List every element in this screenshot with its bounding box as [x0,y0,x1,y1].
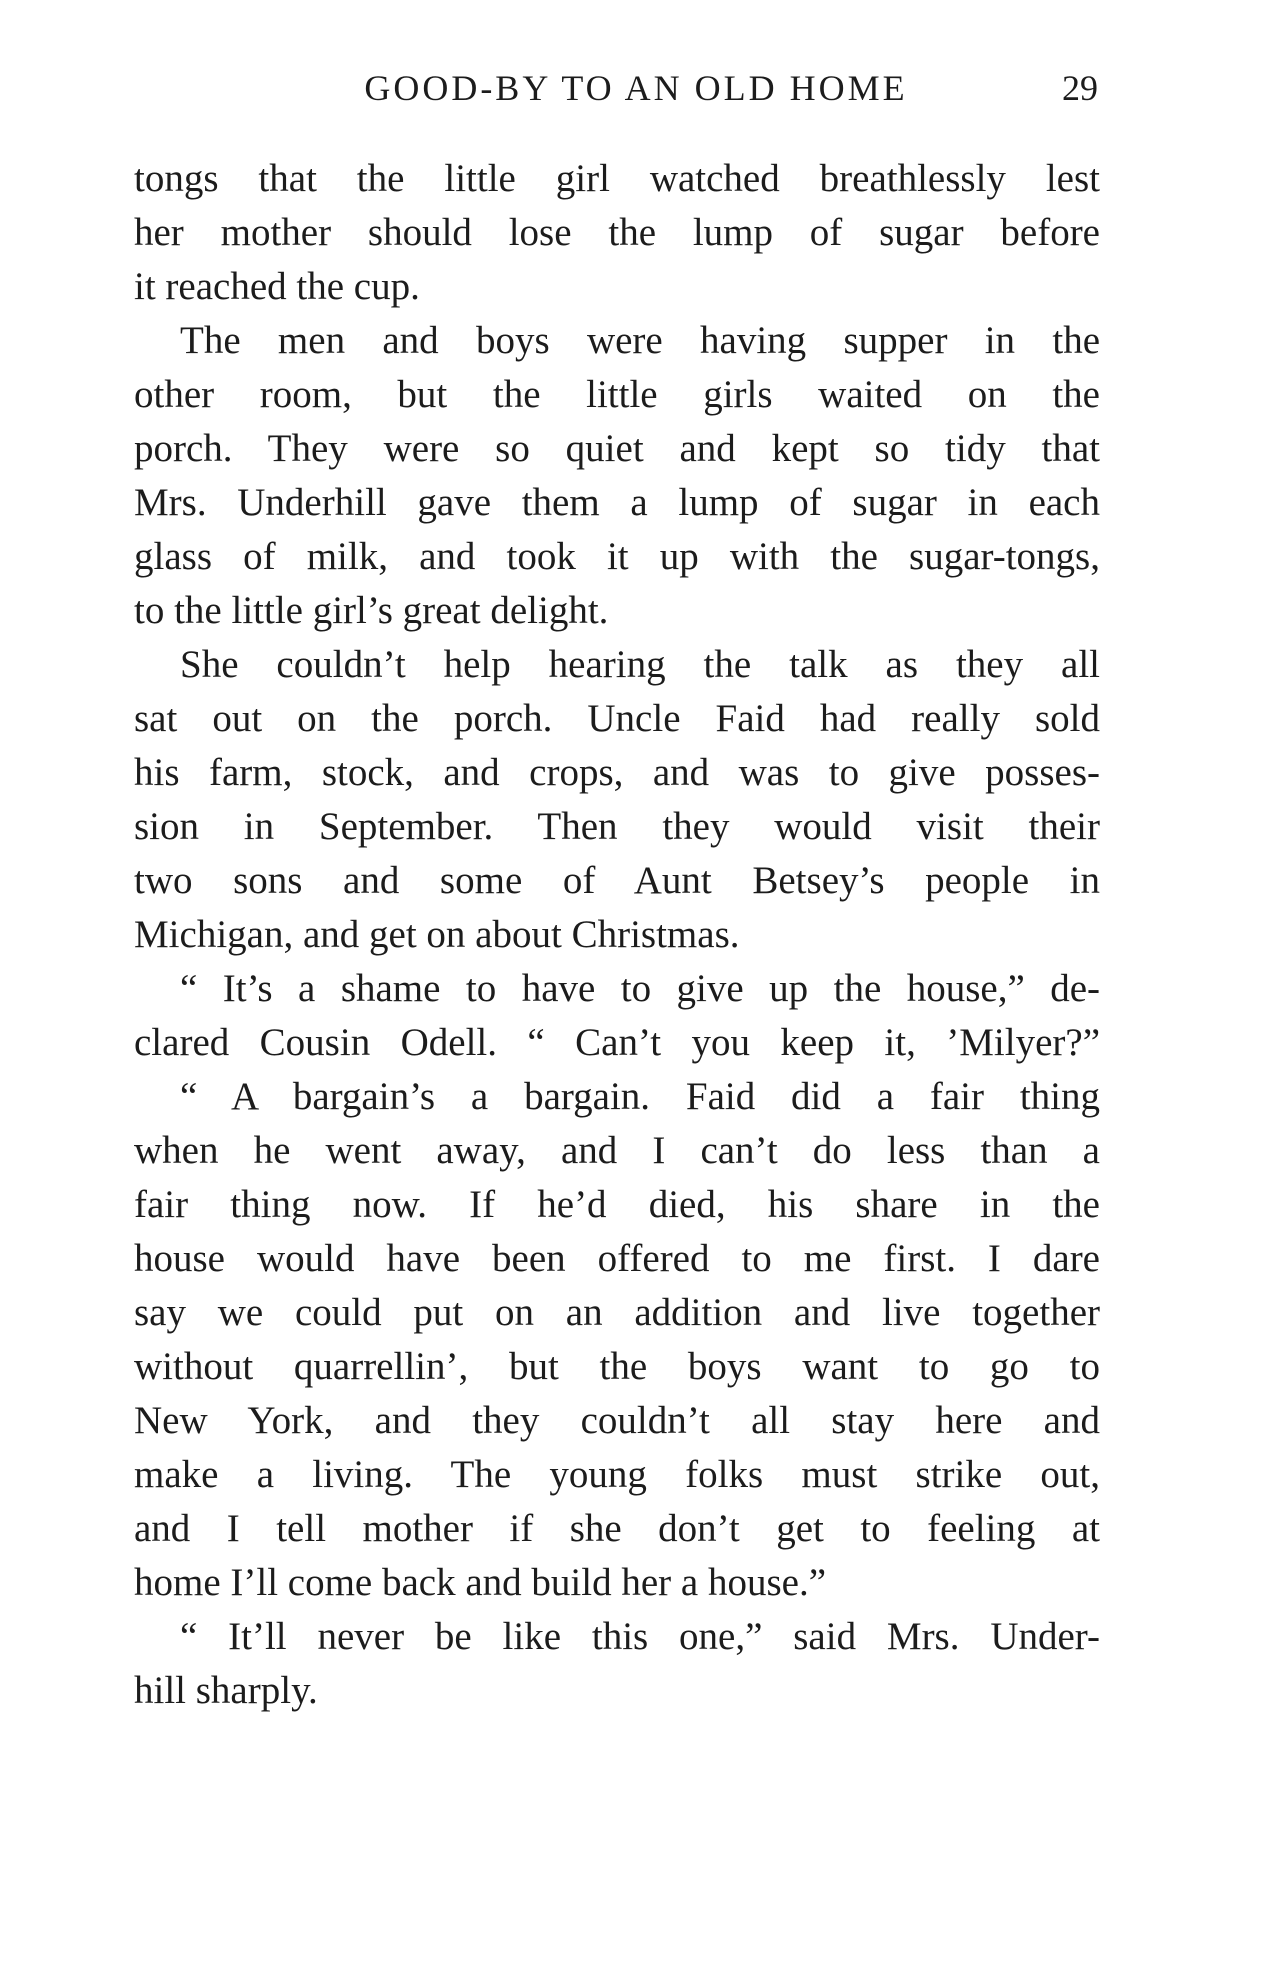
text-line: “ A bargain’s a bargain. Faid did a fair thing [180,1075,1100,1118]
text-line: New York, and they couldn’t all stay here and [134,1399,1100,1442]
text-line: and I tell mother if she don’t get to feeling at [134,1507,1100,1550]
text-line: clared Cousin Odell. “ Can’t you keep it, ’Milyer?” [134,1021,1100,1064]
page-number: 29 [1062,68,1098,108]
text-line: “ It’ll never be like this one,” said Mrs. Under- [180,1615,1100,1658]
text-line: when he went away, and I can’t do less than a [134,1129,1100,1172]
text-line: glass of milk, and took it up with the sugar-tongs, [134,535,1100,578]
text-line: make a living. The young folks must strike out, [134,1453,1100,1496]
text-line: two sons and some of Aunt Betsey’s people in [134,859,1100,902]
text-line: her mother should lose the lump of sugar before [134,211,1100,254]
text-line: hill sharply. [134,1669,318,1712]
body-text [134,152,1100,1718]
text-line: say we could put on an addition and live together [134,1291,1100,1334]
text-line: sat out on the porch. Uncle Faid had really sold [134,697,1100,740]
text-line: his farm, stock, and crops, and was to give posses- [134,751,1100,794]
text-line: She couldn’t help hearing the talk as they all [180,643,1100,686]
text-line: tongs that the little girl watched breathlessly lest [134,157,1100,200]
text-line: it reached the cup. [134,265,420,308]
text-line: Mrs. Underhill gave them a lump of sugar in each [134,481,1100,524]
text-line: home I’ll come back and build her a house.” [134,1561,827,1604]
text-line: fair thing now. If he’d died, his share in the [134,1183,1100,1226]
text-line: without quarrellin’, but the boys want to go to [134,1345,1100,1388]
text-line: Michigan, and get on about Christmas. [134,913,740,956]
text-line: “ It’s a shame to have to give up the house,” de- [180,967,1100,1010]
text-line: to the little girl’s great delight. [134,589,609,632]
text-line: house would have been offered to me first. I dare [134,1237,1100,1280]
text-line: The men and boys were having supper in the [180,319,1100,362]
text-line: porch. They were so quiet and kept so tidy that [134,427,1100,470]
text-line: sion in September. Then they would visit their [134,805,1100,848]
running-head [134,58,1098,118]
text-line: other room, but the little girls waited on the [134,373,1100,416]
chapter-title: GOOD-BY TO AN OLD HOME [364,68,908,108]
